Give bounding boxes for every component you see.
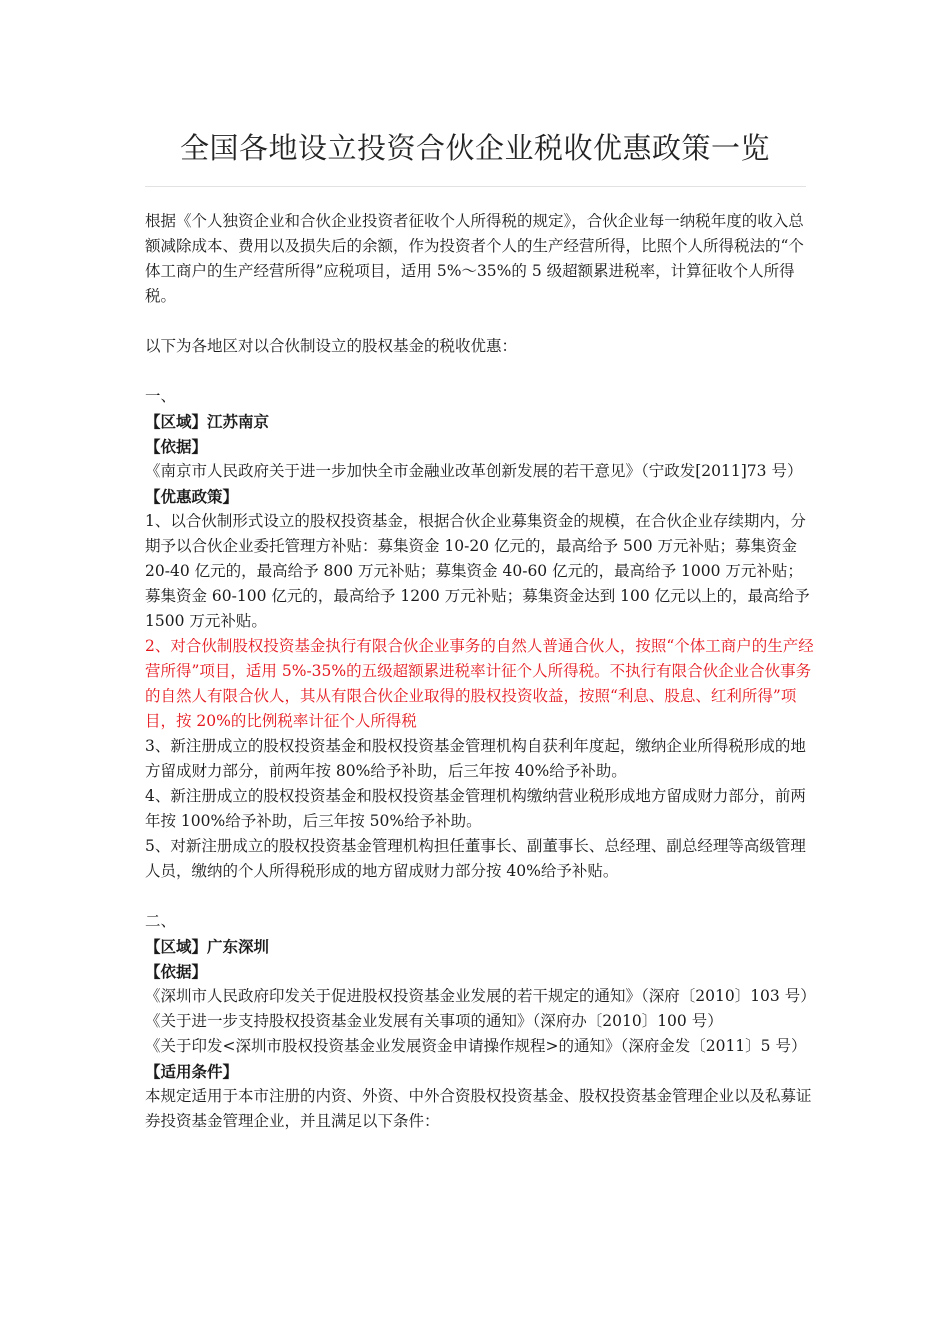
document-body <box>145 209 817 1134</box>
basis-document: 《深圳市人民政府印发关于促进股权投资基金业发展的若干规定的通知》（深府〔2010〕103 号） <box>145 987 816 1005</box>
title-divider <box>145 186 806 187</box>
condition-paragraph: 本规定适用于本市注册的内资、外资、中外合资股权投资基金、股权投资基金管理企业以及私募证券投资基金管理企业，并且满足以下条件： <box>145 1087 812 1130</box>
policy-item: 4、新注册成立的股权投资基金和股权投资基金管理机构缴纳营业税形成地方留成财力部分，前两年按 100%给予补助，后三年按 50%给予补助。 <box>145 787 806 830</box>
lead-paragraph: 以下为各地区对以合伙制设立的股权基金的税收优惠： <box>145 337 518 355</box>
basis-document: 《关于印发<深圳市股权投资基金业发展资金申请操作规程>的通知》（深府金发〔2011〕5 号） <box>145 1037 807 1055</box>
section-nanjing <box>145 384 817 884</box>
basis-document: 《南京市人民政府关于进一步加快全市金融业改革创新发展的若干意见》（宁政发[2011]73 号） <box>145 462 803 480</box>
region-heading: 【区域】广东深圳 <box>145 937 270 956</box>
section-index: 一、 <box>145 387 177 405</box>
document-title: 全国各地设立投资合伙企业税收优惠政策一览 <box>179 131 770 165</box>
region-heading: 【区域】江苏南京 <box>145 412 270 431</box>
basis-document: 《关于进一步支持股权投资基金业发展有关事项的通知》（深府办〔2010〕100 号） <box>145 1012 723 1030</box>
intro-paragraph: 根据《个人独资企业和合伙企业投资者征收个人所得税的规定》，合伙企业每一纳税年度的收入总额减除成本、费用以及损失后的余额，作为投资者个人的生产经营所得，比照个人所得税法的“个体工商户的生产经营所得”应税项目，适用 5%～35%的 5 级超额累进税率，计算征收个人所得税。 <box>145 212 804 305</box>
policy-item: 3、新注册成立的股权投资基金和股权投资基金管理机构自获利年度起，缴纳企业所得税形成的地方留成财力部分，前两年按 80%给予补助，后三年按 40%给予补助。 <box>145 737 806 780</box>
basis-heading: 【依据】 <box>145 437 208 456</box>
section-index: 二、 <box>145 912 177 930</box>
policy-item: 5、对新注册成立的股权投资基金管理机构担任董事长、副董事长、总经理、副总经理等高级管理人员，缴纳的个人所得税形成的地方留成财力部分按 40%给予补贴。 <box>145 837 806 880</box>
basis-heading: 【依据】 <box>145 962 208 981</box>
section-shenzhen <box>145 909 817 1134</box>
policy-item-highlighted: 2、对合伙制股权投资基金执行有限合伙企业事务的自然人普通合伙人，按照“个体工商户的生产经营所得”项目，适用 5%-35%的五级超额累进税率计征个人所得税。不执行有限合伙企业合伙事务的自然人有限合伙人，其从有限合伙企业取得的股权投资收益，按照“利息、股息、红利所得”项目，按 20%的比例税率计征个人所得税 <box>145 637 814 730</box>
policy-item: 1、以合伙制形式设立的股权投资基金，根据合伙企业募集资金的规模，在合伙企业存续期内，分期予以合伙企业委托管理方补贴：募集资金 10-20 亿元的，最高给予 500 万元补贴；募集资金 20-40 亿元的，最高给予 800 万元补贴；募集资金 40-60 亿元的，最高给予 1000 万元补贴；募集资金 60-100 亿元的，最高给予 1200 万元补贴；募集资金达到 100 亿元以上的，最高给予 1500 万元补贴。 <box>145 512 810 630</box>
policy-heading: 【优惠政策】 <box>145 487 239 506</box>
condition-heading: 【适用条件】 <box>145 1062 239 1081</box>
